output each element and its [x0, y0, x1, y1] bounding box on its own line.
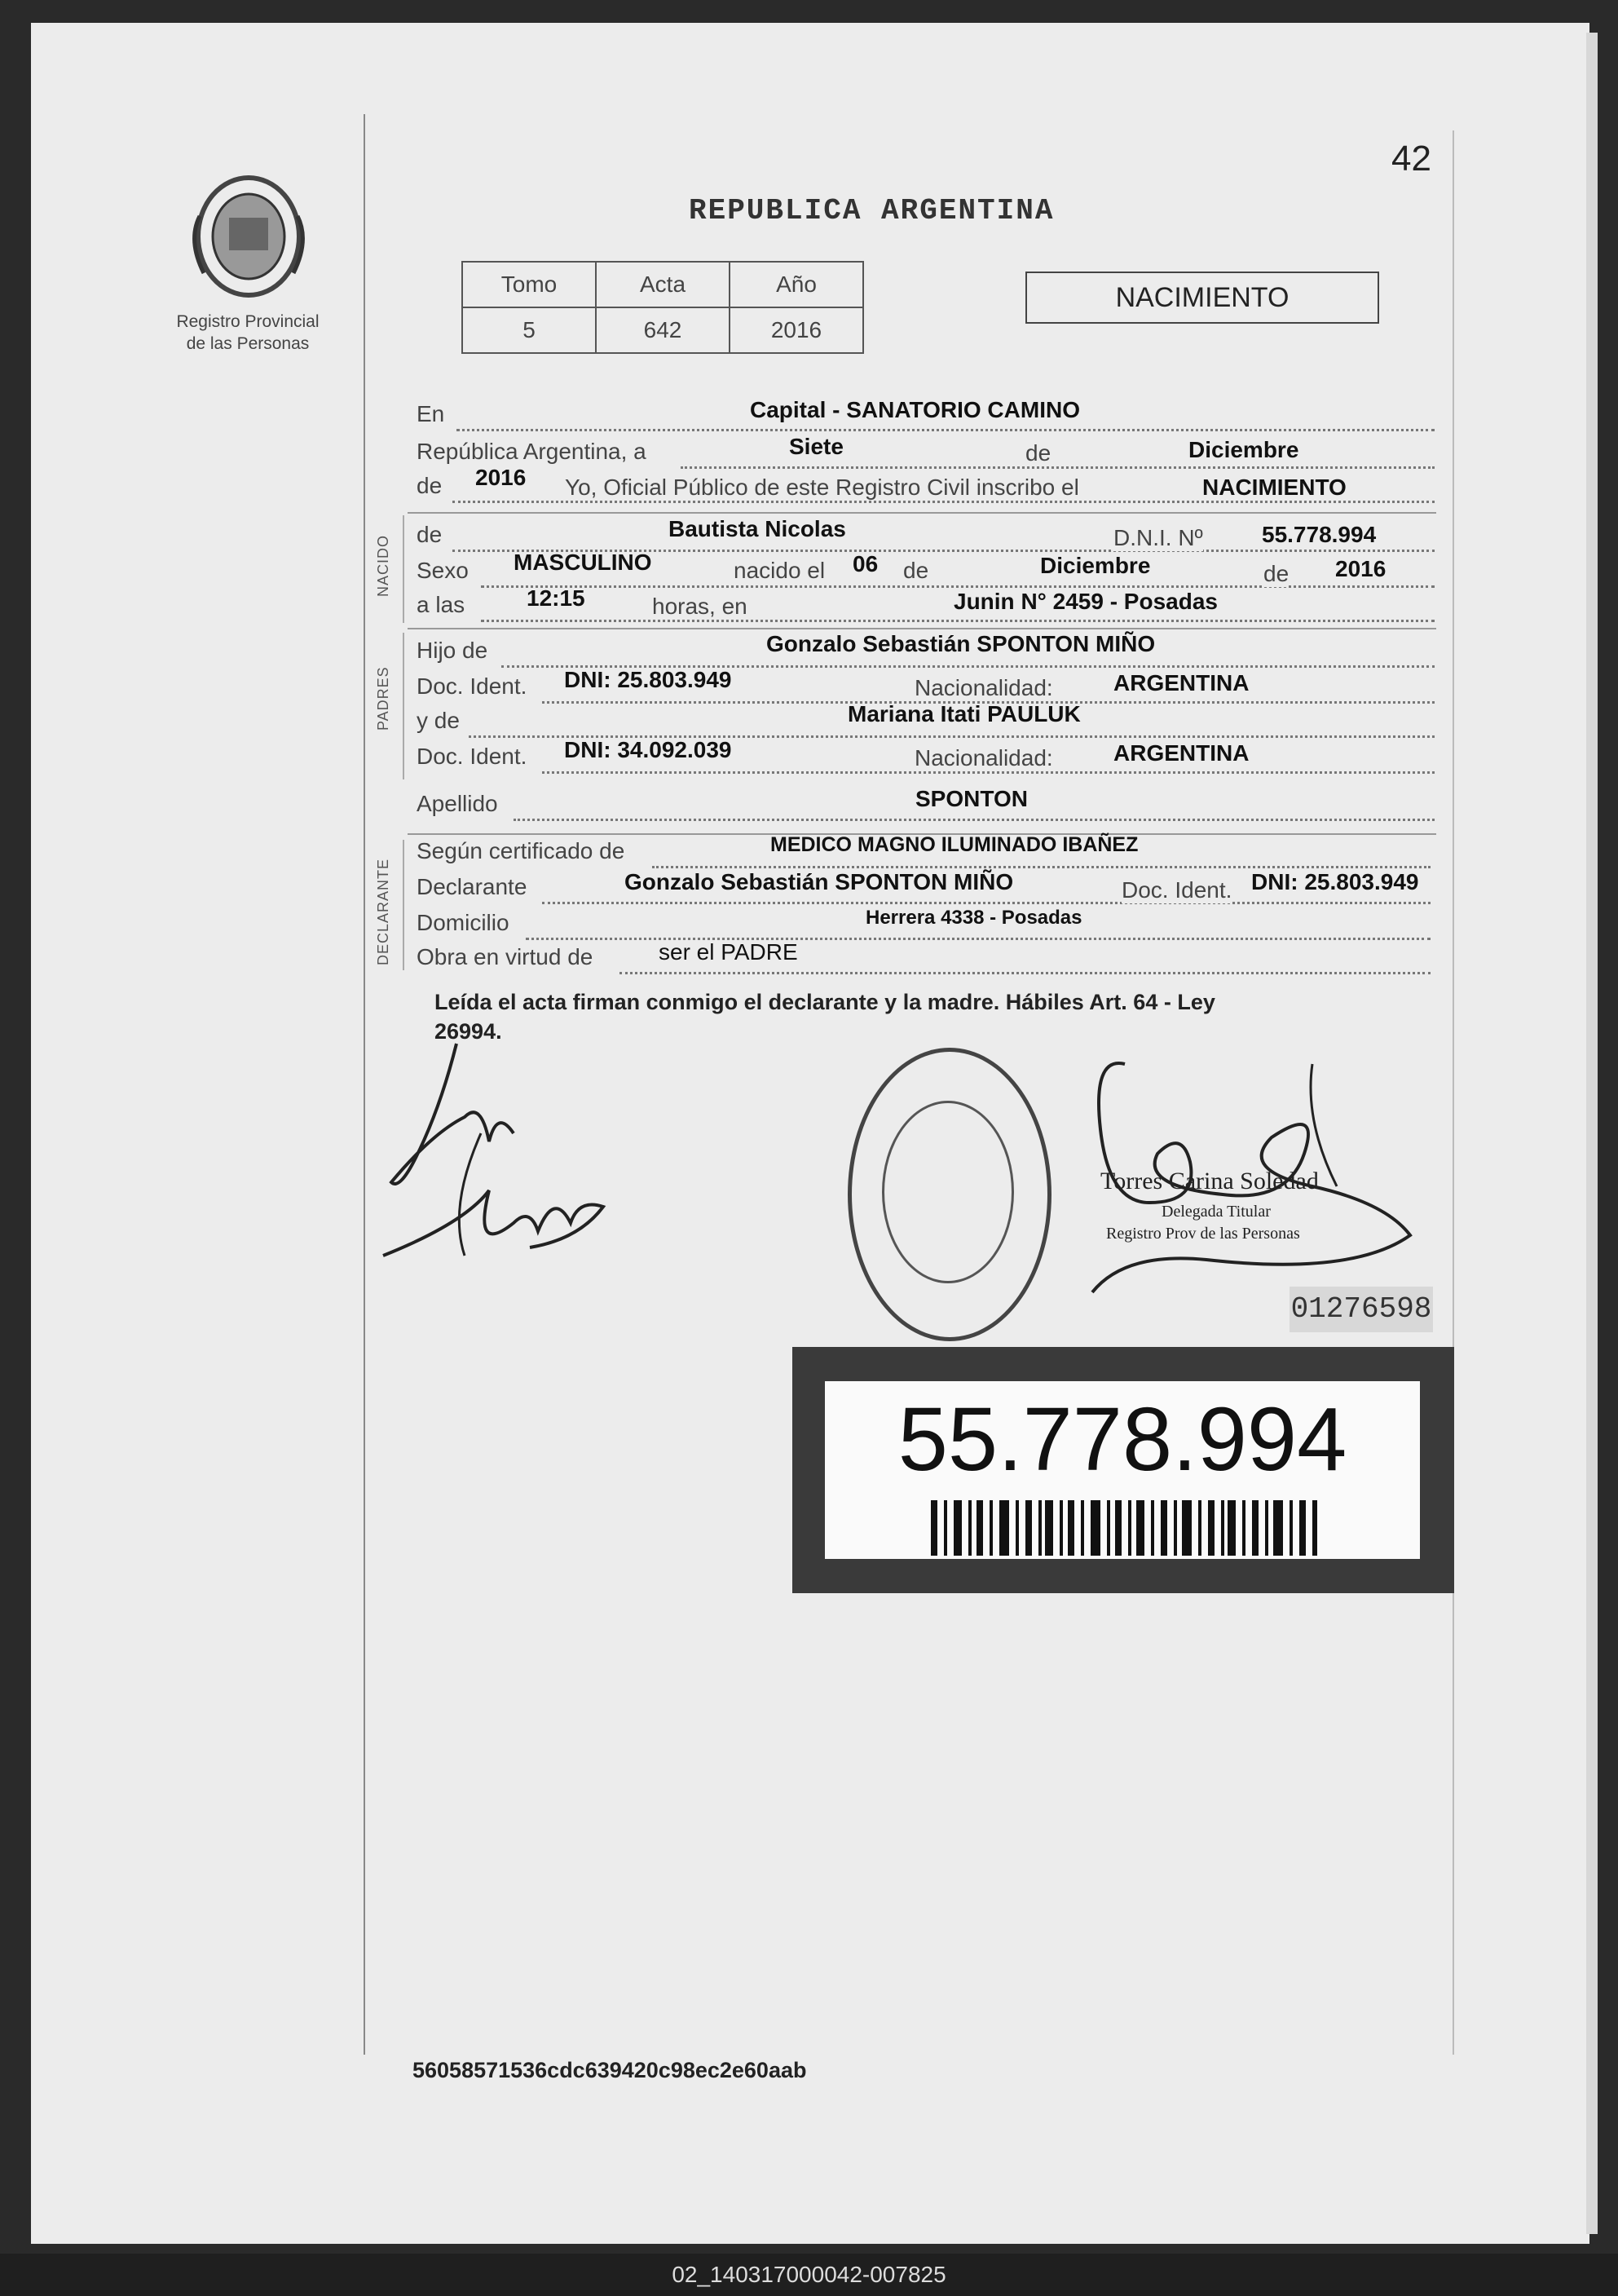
- day-text-value: Siete: [789, 434, 844, 459]
- document-hash: 56058571536cdc639420c98ec2e60aab: [412, 2058, 807, 2082]
- tomo-value: 5: [462, 307, 596, 353]
- label-obra: Obra en virtud de: [417, 944, 593, 969]
- serial-label: 01276598: [1290, 1287, 1433, 1332]
- registry-name-line1: Registro Provincial: [176, 312, 320, 331]
- volume-table: [461, 261, 864, 354]
- certificate-doctor-value: MEDICO MAGNO ILUMINADO IBAÑEZ: [770, 833, 1139, 856]
- divider: [408, 512, 1436, 514]
- sex-value: MASCULINO: [514, 550, 652, 575]
- section-line: [403, 840, 404, 970]
- anio-value: 2016: [730, 307, 863, 353]
- tomo-header: Tomo: [462, 262, 596, 307]
- anio-header: Año: [730, 262, 863, 307]
- label-nacido-el: nacido el: [734, 558, 826, 583]
- place-value: Capital - SANATORIO CAMINO: [750, 397, 1080, 422]
- birth-day-value: 06: [853, 551, 879, 576]
- month-text-value: Diciembre: [1188, 437, 1299, 462]
- section-declarante: DECLARANTE: [375, 858, 391, 965]
- father-name-value: Gonzalo Sebastián SPONTON MIÑO: [766, 631, 1156, 656]
- declarant-doc-value: DNI: 25.803.949: [1251, 869, 1419, 894]
- label-de-name: de: [417, 522, 443, 547]
- father-doc-value: DNI: 25.803.949: [564, 667, 732, 692]
- label-sexo: Sexo: [417, 558, 469, 583]
- mother-nationality-value: ARGENTINA: [1113, 740, 1250, 766]
- registry-name-line2: de las Personas: [186, 334, 310, 353]
- official-office: Registro Prov de las Personas: [1106, 1225, 1300, 1243]
- section-nacido: NACIDO: [375, 534, 391, 597]
- page-number: 42: [1391, 139, 1431, 179]
- official-role: Delegada Titular: [1162, 1203, 1271, 1221]
- label-declarante: Declarante: [417, 874, 527, 899]
- page-edge: [1586, 33, 1598, 2234]
- label-apellido: Apellido: [417, 791, 498, 816]
- label-oficial: Yo, Oficial Público de este Registro Civil inscribo el: [565, 475, 1079, 500]
- label-de3: de: [1263, 561, 1290, 586]
- address-value: Herrera 4338 - Posadas: [866, 907, 1082, 929]
- mother-name-value: Mariana Itati PAULUK: [848, 701, 1081, 726]
- label-horas-en: horas, en: [652, 594, 747, 619]
- birth-year-value: 2016: [1335, 556, 1387, 581]
- province-coat-of-arms: [183, 167, 314, 306]
- official-name: Torres Carina Soledad: [1100, 1168, 1319, 1194]
- child-dni-value: 55.778.994: [1262, 522, 1377, 547]
- label-de2: de: [903, 558, 929, 583]
- closing-note-line2: 26994.: [434, 1019, 502, 1044]
- closing-note-line1: Leída el acta firman conmigo el declarante y la madre. Hábiles Art. 64 - Ley: [434, 990, 1215, 1014]
- scan-footer-id: 02_140317000042-007825: [0, 2254, 1618, 2296]
- label-dni: D.N.I. Nº: [1113, 525, 1203, 550]
- barcode-bars: [931, 1500, 1322, 1556]
- barcode-label: [825, 1381, 1420, 1559]
- label-nacionalidad-father: Nacionalidad:: [915, 675, 1053, 700]
- father-nationality-value: ARGENTINA: [1113, 670, 1250, 695]
- label-doc-ident-declarant: Doc. Ident.: [1122, 877, 1232, 903]
- surname-value: SPONTON: [915, 786, 1028, 811]
- barcode-number: 55.778.994: [897, 1389, 1347, 1490]
- label-doc-ident-mother: Doc. Ident.: [417, 744, 527, 769]
- country-heading: REPUBLICA ARGENTINA: [689, 194, 1055, 227]
- birth-place-value: Junin N° 2459 - Posadas: [954, 589, 1218, 614]
- label-de: de: [1025, 440, 1051, 466]
- birth-month-value: Diciembre: [1040, 553, 1151, 578]
- record-type-box: NACIMIENTO: [1025, 272, 1379, 324]
- declarant-name-value: Gonzalo Sebastián SPONTON MIÑO: [624, 869, 1014, 894]
- birth-time-value: 12:15: [527, 585, 585, 611]
- section-padres: PADRES: [375, 666, 391, 731]
- label-republica: República Argentina, a: [417, 439, 646, 464]
- year-value: 2016: [475, 465, 527, 490]
- right-margin-line: [1453, 130, 1454, 2055]
- label-domicilio: Domicilio: [417, 910, 509, 935]
- label-doc-ident-father: Doc. Ident.: [417, 673, 527, 699]
- label-en: En: [417, 401, 445, 426]
- act-value: NACIMIENTO: [1202, 475, 1347, 500]
- label-de-year: de: [417, 473, 443, 498]
- acta-value: 642: [596, 307, 730, 353]
- barcode-sticker: [792, 1347, 1454, 1593]
- mother-doc-value: DNI: 34.092.039: [564, 737, 732, 762]
- child-name-value: Bautista Nicolas: [668, 516, 846, 541]
- signature-left: [367, 1011, 628, 1272]
- section-line: [403, 633, 404, 779]
- label-y-de: y de: [417, 708, 460, 733]
- divider: [408, 628, 1436, 629]
- acta-header: Acta: [596, 262, 730, 307]
- label-nacionalidad-mother: Nacionalidad:: [915, 745, 1053, 770]
- registry-stamp-inner: [882, 1101, 1014, 1283]
- label-segun: Según certificado de: [417, 838, 625, 863]
- section-line: [403, 515, 404, 623]
- reason-value: ser el PADRE: [659, 939, 798, 965]
- margin-line: [364, 114, 365, 2055]
- label-a-las: a las: [417, 592, 465, 617]
- label-hijo-de: Hijo de: [417, 638, 488, 663]
